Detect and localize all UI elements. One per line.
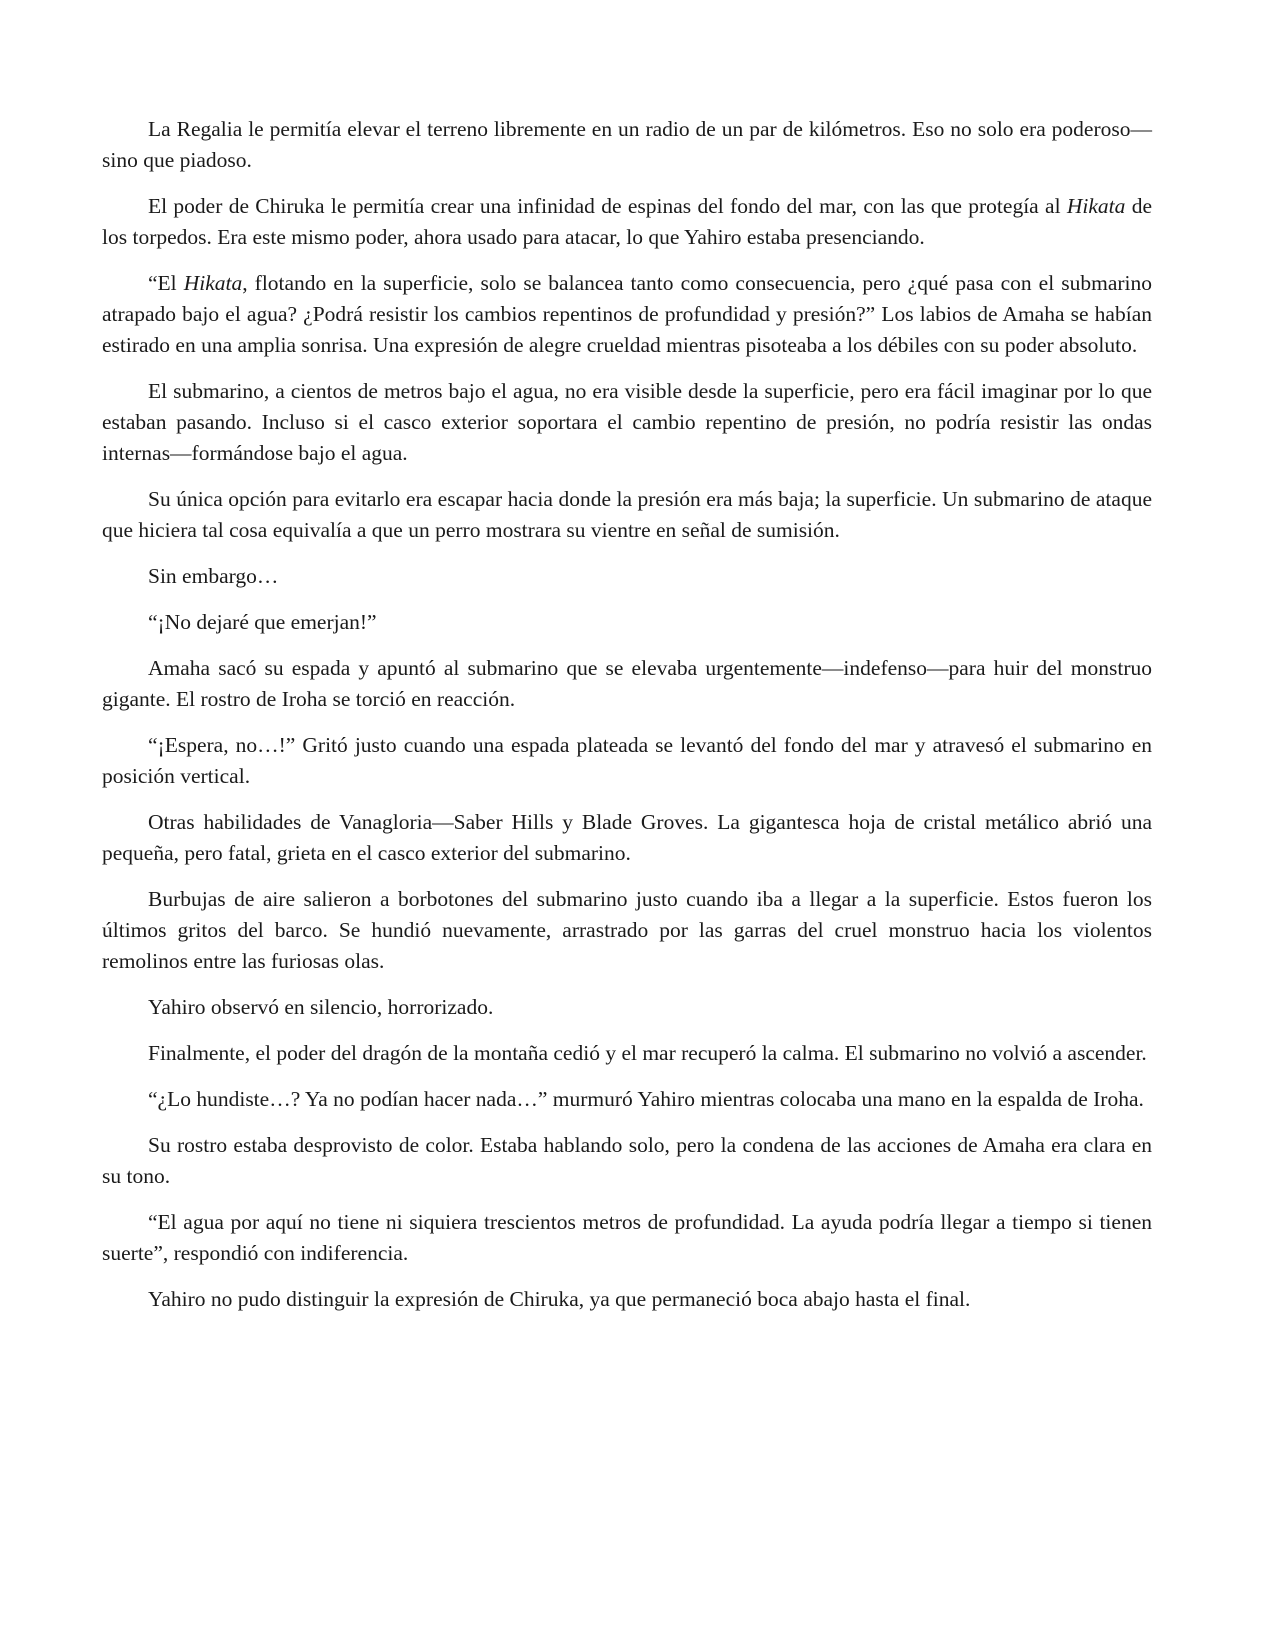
paragraph-12: Yahiro observó en silencio, horrorizado.: [148, 995, 494, 1019]
ship-name-italic: Hikata: [1066, 194, 1126, 218]
paragraph-3: “El Hikata, flotando en la superficie, solo se balancea tanto como consecuencia, pero ¿qué pasa con el submarino atrapado bajo el agua? ¿Podrá resistir los cambios repentinos de profundidad y presión?” Los labios de Amaha se habían estirado en una amplia sonrisa. Una expresión de alegre crueldad mientras pisoteaba a los débiles con su poder absoluto.: [102, 271, 1152, 357]
paragraph-7: “¡No dejaré que emerjan!”: [148, 610, 377, 634]
paragraph-15: Su rostro estaba desprovisto de color. Estaba hablando solo, pero la condena de las acciones de Amaha era clara en su tono.: [102, 1133, 1152, 1188]
paragraph-10: Otras habilidades de Vanagloria—Saber Hills y Blade Groves. La gigantesca hoja de cristal metálico abrió una pequeña, pero fatal, grieta en el casco exterior del submarino.: [102, 810, 1152, 865]
paragraph-6: Sin embargo…: [148, 564, 279, 588]
body-text: [102, 114, 1152, 1330]
paragraph-1: La Regalia le permitía elevar el terreno libremente en un radio de un par de kilómetros. Eso no solo era poderoso—sino que piadoso.: [102, 117, 1152, 172]
paragraph-8: Amaha sacó su espada y apuntó al submarino que se elevaba urgentemente—indefenso—para huir del monstruo gigante. El rostro de Iroha se torció en reacción.: [102, 656, 1152, 711]
paragraph-2: El poder de Chiruka le permitía crear una infinidad de espinas del fondo del mar, con las que protegía al Hikata de los torpedos. Era este mismo poder, ahora usado para atacar, lo que Yahiro estaba presenciando.: [102, 194, 1152, 249]
paragraph-11: Burbujas de aire salieron a borbotones del submarino justo cuando iba a llegar a la superficie. Estos fueron los últimos gritos del barco. Se hundió nuevamente, arrastrado por las garras del cruel monstruo hacia los violentos remolinos entre las furiosas olas.: [102, 887, 1152, 973]
paragraph-16: “El agua por aquí no tiene ni siquiera trescientos metros de profundidad. La ayuda podría llegar a tiempo si tienen suerte”, respondió con indiferencia.: [102, 1210, 1152, 1265]
paragraph-5: Su única opción para evitarlo era escapar hacia donde la presión era más baja; la superficie. Un submarino de ataque que hiciera tal cosa equivalía a que un perro mostrara su vientre en señal de sumisión.: [102, 487, 1152, 542]
paragraph-9: “¡Espera, no…!” Gritó justo cuando una espada plateada se levantó del fondo del mar y atravesó el submarino en posición vertical.: [102, 733, 1152, 788]
paragraph-14: “¿Lo hundiste…? Ya no podían hacer nada…” murmuró Yahiro mientras colocaba una mano en la espalda de Iroha.: [148, 1087, 1144, 1111]
paragraph-13: Finalmente, el poder del dragón de la montaña cedió y el mar recuperó la calma. El submarino no volvió a ascender.: [148, 1041, 1147, 1065]
paragraph-4: El submarino, a cientos de metros bajo el agua, no era visible desde la superficie, pero era fácil imaginar por lo que estaban pasando. Incluso si el casco exterior soportara el cambio repentino de presión, no podría resistir las ondas internas—formándose bajo el agua.: [102, 379, 1152, 465]
ship-name-italic: Hikata: [183, 271, 243, 295]
paragraph-17: Yahiro no pudo distinguir la expresión de Chiruka, ya que permaneció boca abajo hasta el final.: [148, 1287, 971, 1311]
